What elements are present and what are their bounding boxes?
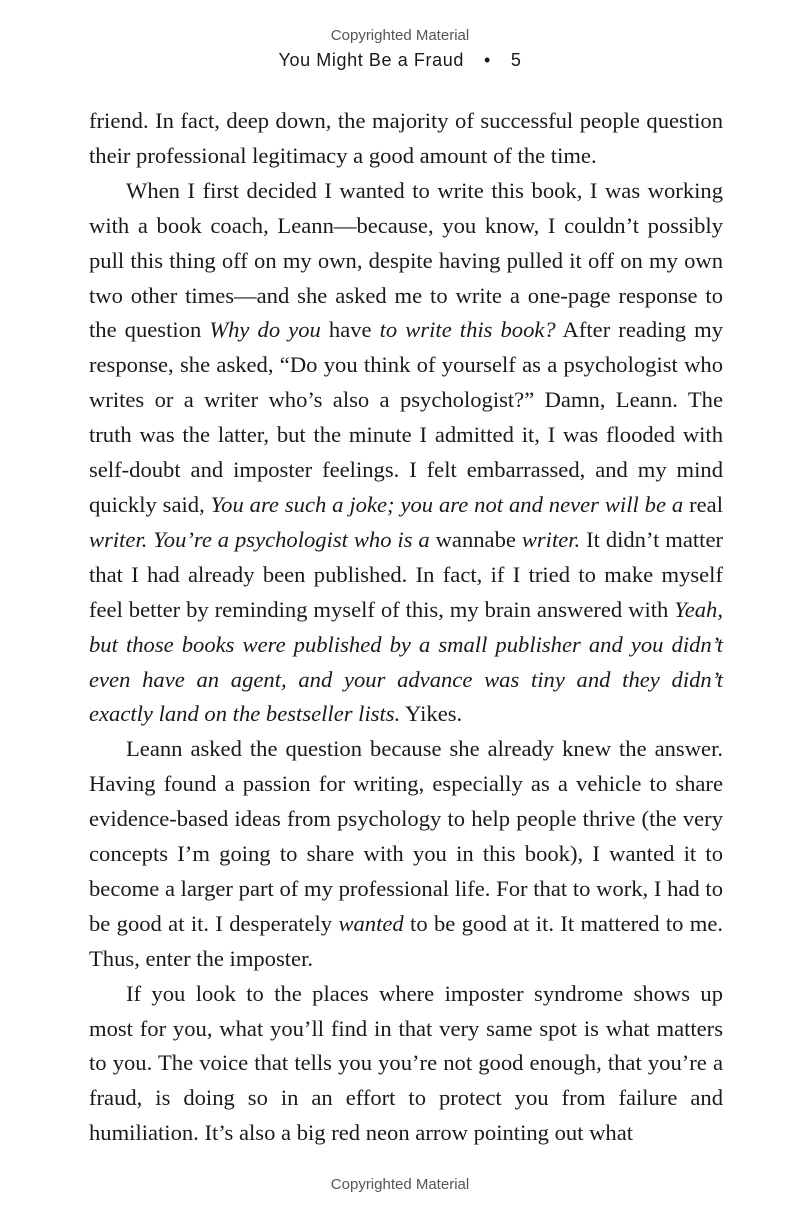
italic-segment: Yeah, but those books were published by a small publisher and you didn’t even have an agent, and your advance was tiny and they didn’t exactly land on the bestseller lists. [89, 596, 723, 727]
copyright-watermark-bottom: Copyrighted Material [330, 1176, 470, 1193]
text-segment: When I first decided I wanted to write this book, I was working with a book coach, Leann—because, you know, I couldn’t possibly pull this thing off on my own, despite having pulled it off on my own two other times—and she asked me to write a one-page response to the question [89, 177, 723, 343]
italic-segment: You are such a joke; you are not and never will be a [210, 491, 684, 517]
running-head [0, 50, 800, 71]
text-segment: If you look to the places where imposter syndrome shows up most for you, what you’ll find in that very same spot is what matters to you. The voice that tells you you’re not good enough, that you’re a fraud, is doing so in an effort to protect you from failure and humiliation. It’s also a big red neon arrow pointing out what [89, 980, 723, 1146]
text-segment: have [320, 317, 380, 343]
text-segment: wannabe [429, 526, 522, 552]
paragraph [89, 174, 723, 733]
italic-segment: Why do you [209, 317, 321, 343]
paragraph [89, 732, 723, 976]
italic-segment: to write this book? [379, 317, 556, 343]
italic-segment: wanted [338, 910, 404, 936]
text-segment: Leann asked the question because she already knew the answer. Having found a passion for writing, especially as a vehicle to share evidence-based ideas from psychology to help people thrive (the very concepts I’m going to share with you in this book), I wanted it to become a larger part of my professional life. For that to work, I had to be good at it. I desperately [89, 736, 723, 936]
header-separator: • [483, 50, 491, 70]
text-segment: friend. In fact, deep down, the majority of successful people question their professional legitimacy a good amount of the time. [89, 108, 723, 168]
chapter-title: You Might Be a Fraud [278, 50, 464, 70]
copyright-watermark-top: Copyrighted Material [330, 27, 470, 44]
paragraph-continued [89, 104, 723, 174]
text-segment: It didn’t matter that I had already been published. In fact, if I tried to make myself feel better by reminding myself of this, my brain answered with [89, 526, 723, 622]
italic-segment: writer. You’re a psychologist who is a [89, 526, 430, 552]
italic-segment: writer. [521, 526, 581, 552]
page-number: 5 [510, 50, 522, 70]
paragraph [89, 977, 723, 1152]
text-segment: After reading my response, she asked, “Do you think of yourself as a psychologist who writes or a writer who’s also a psychologist?” Damn, Leann. The truth was the latter, but the minute I admitted it, I was flooded with self-doubt and imposter feelings. I felt embarrassed, and my mind quickly said, [89, 317, 723, 517]
text-segment: real [683, 491, 723, 517]
text-segment: Yikes. [400, 701, 463, 727]
text-segment: to be good at it. It mattered to me. Thus, enter the imposter. [89, 910, 723, 971]
body-text [89, 104, 723, 1151]
